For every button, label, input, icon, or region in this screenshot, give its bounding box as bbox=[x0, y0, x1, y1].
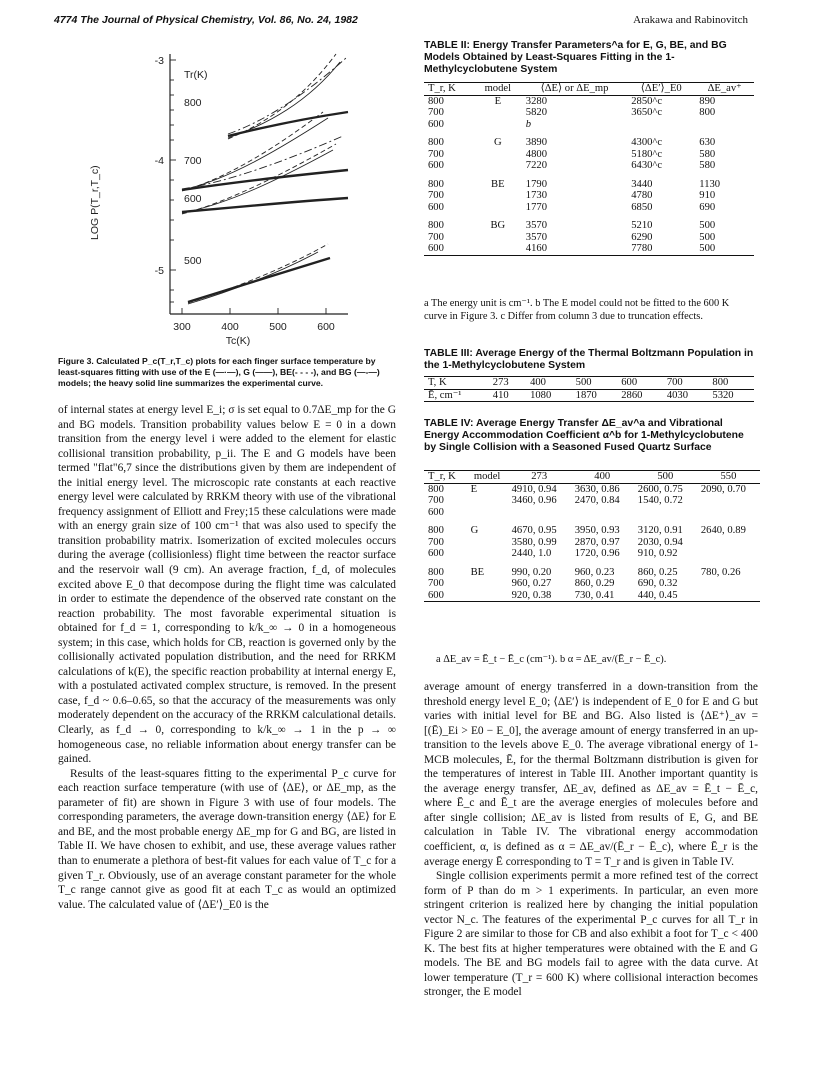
x-tick-label: 400 bbox=[221, 321, 239, 333]
curves-500 bbox=[188, 244, 330, 304]
col-header: T_r, K bbox=[428, 471, 456, 482]
curves-800 bbox=[228, 54, 348, 139]
y-tick-label: -4 bbox=[154, 155, 164, 167]
paragraph: Single collision experiments permit a more refined test of the correct form of P than do m > 1 experiments. In particular, an even more stringent criterion is realized here by changing the initial population vector N_c. The features of the experimental P_c curves for all T_r in Figure 2 are similar to those for CB and also exhibit a foot for T_c < 400 K. The best fits at higher temperatures were obtained with the E and G models. The BE and BG models fail to agree with the data curve. At lower temperature (T_r = 600 K) where collisional interaction becomes stronger, the E model bbox=[424, 870, 758, 999]
y-tick-label: -5 bbox=[154, 265, 164, 277]
paragraph: Results of the least-squares fitting to the experimental P_c curve for each reaction surface temperature (with use of ⟨ΔE⟩, or ΔE_mp, as the parameter of fit) are shown in Figure 3 with use of four models. The corresponding parameters, the average down-transition energy ⟨ΔE⟩ for E and BE, and the most probable energy ΔE_mp for G and BG, are listed in Table II. We have chosen to exhibit, and use, these average values rather than to enumerate a plethora of best-fit values for each value of T_c for a given T_r. Obviously, use of an average constant parameter for the whole T_c range cannot give as good fit at each T_c as would an optimized value. The calculated value of ⟨ΔE′⟩_E0 is the bbox=[58, 767, 396, 911]
table-row: 700 5820 3650^c 800 bbox=[428, 107, 716, 118]
table-row: 700 1730 4780 910 bbox=[428, 190, 716, 201]
col-header: ΔE_av⁺ bbox=[707, 83, 742, 94]
experimental-curve bbox=[182, 198, 348, 212]
table-row: 700 3570 6290 500 bbox=[428, 231, 716, 243]
x-tick-label: 600 bbox=[317, 321, 335, 333]
x-axis-label: Tc(K) bbox=[225, 335, 251, 347]
table-4 bbox=[424, 470, 760, 602]
model-curve-g bbox=[228, 62, 340, 138]
x-tick-label: 300 bbox=[173, 321, 191, 333]
table-row: 800 E 3280 2850^c 890 bbox=[428, 95, 716, 107]
table-row: 700 960, 0.27 860, 0.29 690, 0.32 bbox=[428, 578, 678, 589]
model-curve-be bbox=[188, 244, 328, 303]
experimental-curve bbox=[188, 258, 330, 302]
table-2-caption: TABLE II: Energy Transfer Parameters^a for E, G, BE, and BG Models Obtained by Least-Squares Fitting in the 1-Methylcyclobutene System bbox=[424, 40, 727, 75]
y-axis-label: LOG P(T_r,T_c) bbox=[89, 165, 101, 240]
col-header: model bbox=[473, 471, 501, 482]
table-2 bbox=[424, 82, 754, 256]
table-row: Ē, cm⁻¹ 410 1080 1870 2860 4030 5320 bbox=[424, 389, 754, 402]
table-row: 700 4800 5180^c 580 bbox=[428, 148, 716, 160]
table-row: 700 3460, 0.96 2470, 0.84 1540, 0.72 bbox=[428, 495, 683, 506]
x-tick-marks bbox=[182, 308, 326, 314]
col-header: ⟨ΔE⟩ or ΔE_mp bbox=[540, 83, 609, 94]
table-4-caption: TABLE IV: Average Energy Transfer ΔE_av^a and Vibrational Energy Accommodation Coefficient α^b for 1-Methylcyclobutene by Single Collision with a Seasoned Fused Quartz Surface bbox=[424, 418, 744, 453]
col-header: model bbox=[484, 83, 512, 94]
curve-label-800: 800 bbox=[184, 97, 202, 109]
table-row: 600 7220 6430^c 580 bbox=[428, 160, 716, 171]
experimental-curve bbox=[228, 112, 348, 136]
figure-3-caption: Figure 3. Calculated P_c(T_r,T_c) plots for each finger surface temperature by least-squares fitting with use of the E (—·—), G (——), BE(- - - -), and BG (—-—) models; the heavy solid line summarizes the experimental curve. bbox=[58, 356, 380, 388]
model-curve-e bbox=[182, 136, 343, 189]
table-row: 600 bbox=[428, 506, 444, 518]
table-row: 600 b bbox=[428, 118, 532, 130]
paragraph: average amount of energy transferred in a down-transition from the threshold energy level E_0; ⟨ΔE′⟩ is independent of E_0 for E and G but varies with initial level for BE and BG. Also listed is ⟨ΔE⁺⟩_av = [(Ē)_Ei > E0 − E_0], the average amount of energy transferred in an up-transition to the levels above E_0. The average vibrational energy of 1-MCB molecules, Ē, for the thermal Boltzmann distribution is given for the temperatures of interest in Table III. Another important quantity is the average energy transfer, ΔE_av, defined as ΔE_av = Ē_t − Ē_c, where Ē_c and Ē_t are the average energies of molecules before and after single collision; ΔE_av is listed from results of E, G, and BE calculation in Table IV. The vibrational energy accommodation coefficient, α, is defined as α = ΔE_av/(Ē_r − Ē_c), where Ē_r is the average energy Ē corresponding to T = T_r and is given in Table IV. bbox=[424, 681, 758, 868]
model-curve-be bbox=[182, 112, 323, 191]
running-header-left: 4774 The Journal of Physical Chemistry, Vol. 86, No. 24, 1982 bbox=[54, 14, 358, 26]
table-row: 800 BE 1790 3440 1130 bbox=[428, 178, 721, 190]
col-header: ⟨ΔE′⟩_E0 bbox=[640, 83, 682, 94]
table-row: 600 4160 7780 500 bbox=[424, 243, 754, 255]
table-row: 700 3580, 0.99 2870, 0.97 2030, 0.94 bbox=[428, 536, 683, 548]
col-header: 400 bbox=[594, 471, 611, 482]
curve-label-tr: Tr(K) bbox=[184, 69, 208, 81]
experimental-curve bbox=[182, 170, 348, 190]
table-row: T, K 273 400 500 600 700 800 bbox=[424, 377, 754, 390]
right-column-text bbox=[424, 680, 758, 1000]
col-header: T_r, K bbox=[428, 83, 456, 94]
col-header: 500 bbox=[657, 471, 674, 482]
left-column-text bbox=[58, 403, 396, 912]
table-2-footnote: a The energy unit is cm⁻¹. b The E model could not be fitted to the 600 K curve in Figure 3. c Differ from column 3 due to truncation effects. bbox=[424, 298, 730, 322]
figure-3-plot bbox=[78, 40, 378, 350]
running-header-right: Arakawa and Rabinovitch bbox=[633, 14, 748, 26]
x-tick-label: 500 bbox=[269, 321, 287, 333]
table-row: 800 BE 990, 0.20 960, 0.23 860, 0.25 780, 0.26 bbox=[428, 566, 741, 578]
paragraph: of internal states at energy level E_i; σ is set equal to 0.7ΔE_mp for the G and BG models. Transition probability values below E = 0 in a down transition from the energy level i were added to the element for elastic collisional transition probability, p_ii. The E and G models have been termed "flat"6,7 since the distributions given by them are independent of the initial energy level. The microscopic rate constants at each reactive energy level were calculated by RRKM theory with use of the vibrational frequency assignment of Elliott and Frey;15 these calculations were made with an energy grain size of 100 cm⁻¹ that was also used to specify the transition probability matrix. Isomerization of excited molecules occurs during the average (collisionless) flight time between the reactor surface and the reservoir wall (9 cm). An average fraction, f_d, of molecules excited above E_0 that decompose during the flight time was calculated in order to estimate the dependence of the observed rate constant on the reaction probability. The most favorable experimental situation is obtained for f_d = 1, corresponding to k/k_∞ → 0 in a homogeneous system; in this case, which holds for CB, reaction is governed only by the collisionally activated population distribution, and the need for RRKM calculations of k(E), the specific reaction probability at internal energy E, with a postulated activated complex structure, is removed. In the present case, f_d ~ 0.6–0.65, so that the accuracy of the measurements was only moderately dependent on the accuracy of the RRKM calculational details. Clearly, as f_d → 0, corresponding to k/k_∞ → 1 in the p → ∞ homogeneous case, no reliable information about energy transfer can be gained. bbox=[58, 404, 396, 766]
y-tick-label: -3 bbox=[154, 55, 164, 67]
table-row: 800 E 4910, 0.94 3630, 0.86 2600, 0.75 2090, 0.70 bbox=[428, 483, 746, 495]
curve-label-600: 600 bbox=[184, 193, 202, 205]
table-4-footnote: a ΔE_av = Ē_t − Ē_c (cm⁻¹). b α = ΔE_av/(Ē_r − Ē_c). bbox=[436, 654, 667, 665]
table-row: 600 2440, 1.0 1720, 0.96 910, 0.92 bbox=[428, 548, 678, 559]
table-row: 800 BG 3570 5210 500 bbox=[428, 220, 716, 231]
col-header: 273 bbox=[531, 471, 548, 482]
table-row: 600 1770 6850 690 bbox=[428, 201, 716, 213]
col-header: 550 bbox=[720, 471, 737, 482]
model-curve-be bbox=[228, 54, 336, 139]
model-curve-g bbox=[182, 150, 333, 213]
curve-label-500: 500 bbox=[184, 255, 202, 267]
curve-label-700: 700 bbox=[184, 155, 202, 167]
table-row: 600 920, 0.38 730, 0.41 440, 0.45 bbox=[424, 590, 760, 602]
table-3 bbox=[424, 376, 754, 402]
table-3-caption: TABLE III: Average Energy of the Thermal Boltzmann Population in the 1-Methylcyclobutene System bbox=[424, 348, 754, 371]
table-row: 800 G 4670, 0.95 3950, 0.93 3120, 0.91 2640, 0.89 bbox=[428, 525, 746, 536]
table-row: 800 G 3890 4300^c 630 bbox=[428, 137, 716, 148]
y-tick-marks bbox=[170, 60, 176, 302]
